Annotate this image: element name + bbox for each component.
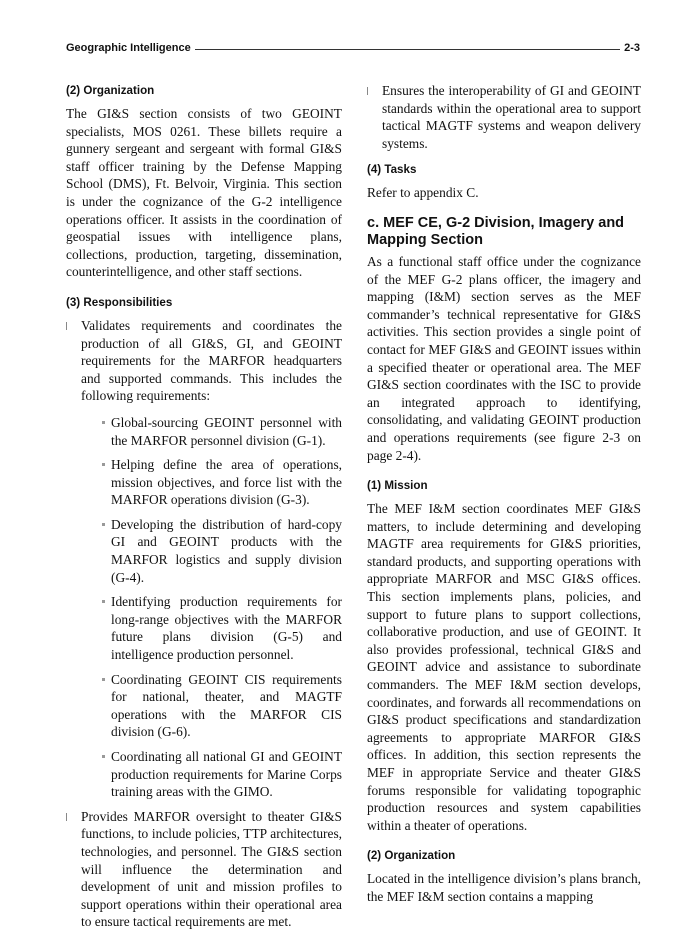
bullet-item xyxy=(367,82,641,152)
sub-bullet-item xyxy=(111,414,342,449)
tasks-heading: (4) Tasks xyxy=(367,163,417,177)
bullet-marker xyxy=(66,322,67,330)
sub-bullet-text: Coordinating all national GI and GEOINT production requirements for Marine Corps training areas with the GIMO. xyxy=(111,749,342,800)
sub-bullet-marker xyxy=(102,600,105,603)
left-column xyxy=(66,82,342,940)
sub-bullet-item xyxy=(111,456,342,509)
bullet-item xyxy=(66,808,342,931)
sub-bullet-text: Coordinating GEOINT CIS requirements for national, theater, and MAGTF operations with the MARFOR CIS division (G-6). xyxy=(111,671,342,740)
organization-heading: (2) Organization xyxy=(66,84,155,97)
page-number: 2-3 xyxy=(620,42,640,54)
organization-paragraph-2: Located in the intelligence division’s plans branch, the MEF I&M section contains a mapping xyxy=(367,871,641,904)
sub-bullet-text: Identifying production requirements for long-range objectives with the MARFOR future plans division (G-5) and intelligence production personnel. xyxy=(111,594,342,663)
right-column xyxy=(367,82,641,919)
bullet-text: Validates requirements and coordinates the production of all GI&S, GI, and GEOINT requirements for the MARFOR headquarters and supported commands. This includes the following requirements: xyxy=(81,317,342,404)
sub-bullet-item xyxy=(111,748,342,801)
responsibilities-heading: (3) Responsibilities xyxy=(66,295,173,309)
sub-bullet-marker xyxy=(102,421,105,424)
sub-bullet-marker xyxy=(102,755,105,758)
section-heading: c. MEF CE, G-2 Division, Imagery and Mapping Section xyxy=(367,214,625,248)
bullet-marker xyxy=(367,87,368,95)
bullet-text: Provides MARFOR oversight to theater GI&S functions, to include policies, TTP architectures, technologies, and personnel. The GI&S section will influence the determination and development of unit and mission profiles to support operations within their operational area to ensure tactical requirements are met. xyxy=(81,808,342,930)
sub-bullet-item xyxy=(111,516,342,586)
header-title: Geographic Intelligence xyxy=(66,42,195,54)
bullet-item xyxy=(66,317,342,405)
sub-bullet-text: Global-sourcing GEOINT personnel with the MARFOR personnel division (G-1). xyxy=(111,414,342,448)
running-header xyxy=(66,40,640,58)
bullet-marker xyxy=(66,813,67,821)
mission-paragraph: The MEF I&M section coordinates MEF GI&S matters, to include determining and developing MAGTF area requirements for GI&S priorities, standard products, and supporting operations with appropriate MARFOR and MSC GI&S offices. This section implements plans, policies, and support to future plans to support collections, collaborative production, and use of GEOINT. It also provides professional, technical GI&S and GEOINT advice and assistance to subordinate commanders. The MEF I&M section develops, coordinates, and forwards all recommendations on GI&S product specifications and standardization agreements to appropriate MARFOR GI&S offices. In addition, this section represents the MEF in appropriate Service and theater GI&S forums responsible for validating topographic production resources and system capabilities within a theater of operations. xyxy=(367,501,641,833)
sub-bullet-item xyxy=(111,671,342,741)
section-paragraph: As a functional staff office under the cognizance of the MEF G-2 plans officer, the imagery and mapping (I&M) section serves as the MEF commander’s technical representative for GI&S activities. This section provides a single point of contact for MEF GI&S and GEOINT issues within a specified theater or operational area. The MEF GI&S section coordinates with the ISC to provide an integrated approach to identifying, consolidating, and validating GEOINT production and operations requirements (see figure 2-3 on page 2-4). xyxy=(367,253,641,463)
organization-paragraph: The GI&S section consists of two GEOINT specialists, MOS 0261. These billets require a gunnery sergeant and sergeant with formal GI&S staff officer training by the Defense Mapping School (DMS), Ft. Belvoir, Virginia. This section is under the cognizance of the G-2 intelligence operations officer. It assists in the coordination of geospatial issues with intelligence plans, collections, production, targeting, dissemination, counterintelligence, and other staff sections. xyxy=(66,106,342,280)
sub-bullet-text: Developing the distribution of hard-copy GI and GEOINT products with the MARFOR logistics and supply division (G-4). xyxy=(111,516,342,585)
sub-bullet-marker xyxy=(102,463,105,466)
sub-bullet-marker xyxy=(102,523,105,526)
organization-heading-2: (2) Organization xyxy=(367,849,456,863)
tasks-paragraph: Refer to appendix C. xyxy=(367,185,479,201)
sub-bullet-marker xyxy=(102,678,105,681)
bullet-text: Ensures the interoperability of GI and GEOINT standards within the operational area to support tactical MAGTF systems and weapon delivery systems. xyxy=(382,83,641,151)
sub-bullet-text: Helping define the area of operations, mission objectives, and force list with the MARFOR operations division (G-3). xyxy=(111,457,342,508)
mission-heading: (1) Mission xyxy=(367,479,428,493)
sub-bullet-item xyxy=(111,593,342,663)
